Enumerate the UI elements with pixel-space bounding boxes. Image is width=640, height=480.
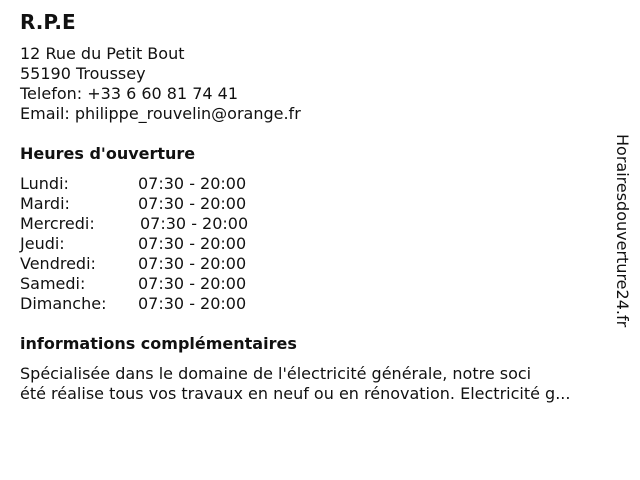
time-value: 07:30 - 20:00 <box>138 194 247 213</box>
description-line: été réalise tous vos travaux en neuf ou en rénovation. Electricité g... <box>20 384 571 403</box>
hours-row <box>20 294 320 314</box>
time-value: 07:30 - 20:00 <box>138 234 247 253</box>
day-label: Jeudi: <box>20 234 65 253</box>
description <box>20 364 620 404</box>
hours-row <box>20 274 320 294</box>
site-watermark: Horairesdouverture24.fr <box>613 134 632 328</box>
time-value: 07:30 - 20:00 <box>138 174 247 193</box>
hours-row <box>20 214 320 234</box>
hours-row <box>20 174 320 194</box>
address-block <box>20 44 301 124</box>
business-name: R.P.E <box>20 10 76 34</box>
time-value: 07:30 - 20:00 <box>138 254 247 273</box>
time-value: 07:30 - 20:00 <box>138 294 247 313</box>
day-label: Dimanche: <box>20 294 107 313</box>
address-street: 12 Rue du Petit Bout <box>20 44 185 63</box>
time-value: 07:30 - 20:00 <box>140 214 249 233</box>
hours-table <box>20 174 320 314</box>
day-label: Samedi: <box>20 274 86 293</box>
address-city: 55190 Troussey <box>20 64 146 83</box>
email: Email: philippe_rouvelin@orange.fr <box>20 104 301 123</box>
day-label: Vendredi: <box>20 254 96 273</box>
hours-row <box>20 254 320 274</box>
hours-heading: Heures d'ouverture <box>20 144 196 163</box>
day-label: Mardi: <box>20 194 70 213</box>
time-value: 07:30 - 20:00 <box>138 274 247 293</box>
hours-row <box>20 234 320 254</box>
phone: Telefon: +33 6 60 81 74 41 <box>20 84 239 103</box>
hours-row <box>20 194 320 214</box>
day-label: Lundi: <box>20 174 69 193</box>
info-heading: informations complémentaires <box>20 334 297 353</box>
day-label: Mercredi: <box>20 214 95 233</box>
description-line: Spécialisée dans le domaine de l'électricité générale, notre soci <box>20 364 532 383</box>
